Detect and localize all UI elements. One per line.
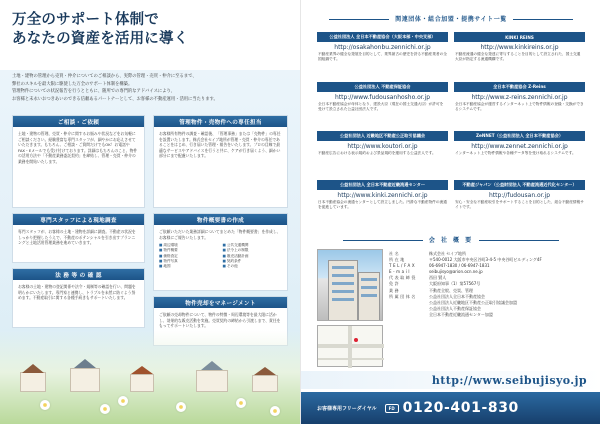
org-url-link[interactable]: http://www.z-reins.zennichi.or.jp bbox=[471, 94, 568, 101]
intro-line: 土地・建物の管理から売買・仲介についてのご相談から、実際の管理・売買・仲介に至るまで、 bbox=[12, 74, 197, 79]
house-icon bbox=[252, 375, 278, 392]
intro-line: お客様と末永いおつきあいのできる信頼あるパートナーとして、お客様の不動産運用・活用に当たります。 bbox=[12, 96, 218, 102]
org-name: KINKI REINS bbox=[454, 32, 585, 42]
org-url-link[interactable]: http://osakahonbu.zennichi.or.jp bbox=[334, 44, 431, 51]
checklist-item: ■ 販売活動計画 bbox=[223, 254, 283, 259]
org-desc: 全日本不動産協会が母体となり、建設大臣（現在の国土交通大臣）が許可を受けて設立された公益社団法人です。 bbox=[318, 102, 444, 112]
checklist-item: ■ 公共交通機関 bbox=[223, 243, 283, 248]
company-info-table bbox=[389, 251, 594, 318]
plan-body bbox=[154, 225, 287, 274]
info-value: 〒540-0012 大阪市中央区谷町3-4-5 中央谷町ビルディング4F bbox=[429, 257, 542, 263]
checklist-item: ■ 価格査定 bbox=[159, 254, 219, 259]
org-name: 不動産ジャパン（公益財団法人 不動産流通近代化センター） bbox=[454, 180, 585, 190]
checklist-item: ■ 契約条件 bbox=[223, 259, 283, 264]
free-dial-icon: FD bbox=[385, 404, 399, 413]
info-key: 業務 bbox=[389, 287, 401, 293]
org-desc: 不動産業界の健全な発展を目的として、業界最古の歴史を誇る不動産業者の全国組織です。 bbox=[318, 52, 447, 62]
flower-icon bbox=[118, 396, 128, 406]
manage-body: ご依頼の売却物件について、物件の特徴・周辺環境等を最大限に活かし、効果的な販売活動を実施。売買契約の締結から引渡しまで、責任をもってサポートいたします。 bbox=[159, 312, 281, 329]
flower-icon bbox=[100, 404, 110, 414]
roof-icon bbox=[201, 361, 223, 370]
org-desc: 不動産広告における表示規約および景品規約を運用する公益法人です。 bbox=[318, 151, 436, 155]
info-key: 代表取締役 bbox=[389, 275, 417, 281]
flower-icon bbox=[270, 406, 280, 416]
house-icon bbox=[130, 374, 154, 392]
intro-line: 弊社のスキルを最大限に駆使した万全のサポート体制を構築。 bbox=[12, 81, 133, 87]
legal-box bbox=[12, 268, 145, 328]
info-value: 株式会社 セイブ地所 bbox=[429, 251, 467, 256]
office-building-photo bbox=[317, 249, 383, 321]
org-desc: 安心・安全な不動産取引をサポートすることを目的とした、総合不動産情報サイトです。 bbox=[455, 200, 584, 210]
org-card bbox=[317, 180, 448, 211]
staff-box bbox=[12, 213, 145, 263]
manage-title: 物件売却をマネージメント bbox=[154, 297, 287, 308]
org-name: 全日本不動産協会 Z-Reins bbox=[454, 82, 585, 92]
flower-icon bbox=[236, 398, 246, 408]
org-name: 公益社団法人 全日本不動産近畿流通センター bbox=[317, 180, 448, 190]
org-card bbox=[454, 180, 585, 211]
plan-title: 物件概要書の作成 bbox=[154, 214, 287, 225]
org-desc: 日本不動産協会の流通センターとして設立しました。円滑な不動産物件の流通を促進しています。 bbox=[318, 200, 447, 210]
house-icon bbox=[70, 368, 100, 392]
org-card bbox=[317, 131, 448, 156]
info-key: TEL/FAX bbox=[389, 263, 417, 269]
org-url-link[interactable]: http://fudousan.or.jp bbox=[488, 192, 551, 199]
info-value: 不動産全般、売買、管理 bbox=[429, 287, 473, 293]
town-scenery-image bbox=[0, 330, 300, 424]
flower-icon bbox=[176, 402, 186, 412]
roof-icon bbox=[131, 366, 153, 374]
org-url-link[interactable]: http://www.kinki.zennichi.or.jp bbox=[337, 192, 428, 199]
info-value: 公益社団法人不動産保証協会 bbox=[429, 305, 481, 311]
checklist-item: ■ 物件概要 bbox=[159, 248, 219, 253]
right-page bbox=[300, 0, 600, 424]
checklist-item: ■ 地図 bbox=[159, 264, 219, 269]
headline-line-1: 万全のサポート体制で bbox=[12, 11, 159, 28]
org-name: 公益社団法人 全日本不動産協会（大阪本部・中央支部） bbox=[317, 32, 448, 42]
website-link[interactable]: http://www.seibujisyo.jp bbox=[431, 373, 587, 387]
info-value: 公益社団法人近畿地区不動産公正取引協議会加盟 bbox=[429, 299, 517, 305]
roof-icon bbox=[254, 367, 276, 375]
org-url-link[interactable]: http://www.fudousanhosho.or.jp bbox=[334, 94, 431, 101]
access-map bbox=[317, 325, 383, 367]
consult-box bbox=[12, 115, 145, 208]
info-value: 西田 賢人 bbox=[429, 275, 447, 281]
info-key: E-mail bbox=[389, 269, 412, 275]
org-card bbox=[317, 32, 448, 63]
info-value: 全日本不動産近畿流通センター加盟 bbox=[429, 311, 493, 317]
roof-icon bbox=[22, 364, 44, 373]
org-name: 公益社団法人 不動産保証協会 bbox=[317, 82, 448, 92]
staff-body: 専門スタッフが、お客様の土地・建物を詳細に調査。不動産の状況をしっかり把握したうえで、不動産のポテンシャルを引き出すプランニングと土地活用管理業務を進めていきます。 bbox=[18, 229, 136, 246]
org-card bbox=[454, 32, 585, 63]
info-key: 所在地 bbox=[389, 257, 406, 263]
page-headline bbox=[12, 10, 292, 48]
staff-title: 専門スタッフによる現地調査 bbox=[13, 214, 144, 225]
legal-title: 法 務 等 の 確 認 bbox=[13, 269, 144, 280]
consult-title: ご相談・ご依頼 bbox=[13, 116, 144, 127]
survey-title: 管理物件・売物件への専任担当 bbox=[154, 116, 287, 127]
plan-text: ご依頼いただいた業務詳細についてまとめた「物件概要書」を作成し、お客様にご報告いたします。 bbox=[159, 229, 281, 240]
plan-box bbox=[153, 213, 288, 291]
house-icon bbox=[196, 370, 228, 392]
info-row bbox=[389, 312, 594, 318]
checklist-item: ■ 法令上の制限 bbox=[223, 248, 283, 253]
email-link[interactable]: seibujisyo@arion.ocn.ne.jp bbox=[429, 269, 483, 275]
info-value: 公益社団法人全日本不動産協会 bbox=[429, 293, 485, 299]
toll-free-number[interactable]: 0120-401-830 bbox=[402, 400, 519, 416]
org-card bbox=[454, 82, 585, 113]
survey-box bbox=[153, 115, 288, 208]
consult-body: 土地・建物の管理、売買・仲介に関するお悩みや状況などをお気軽にご相談ください。経験豊富な専門スタッフが、細やかにお応えさせていただきます。もちろん、ご相談・ご質問だけでもOK！お電話やFAX・Eメールでも受け付けております。詳細はもちろんのこと、物件の活用方法や「不動産業務委託契約」を締結し、管理・売買・仲介の業務を開始いたします。 bbox=[18, 131, 138, 164]
map-pin-icon bbox=[354, 338, 358, 342]
toll-free-bar bbox=[301, 392, 600, 424]
headline-line-2: あなたの資産を活用に導く bbox=[12, 30, 189, 47]
org-name: ZeNNET（公益社団法人 全日本不動産協会） bbox=[454, 131, 585, 141]
info-value: 大阪府知事（1）第57567号 bbox=[429, 281, 481, 287]
intro-line: 管理物件についての状況報告を行うとともに、随所での専門的なアドバイスにより、 bbox=[12, 89, 176, 95]
org-url-link[interactable]: http://www.koutori.or.jp bbox=[347, 143, 418, 150]
info-value: 06-6947-1830 / 06-6947-1831 bbox=[429, 263, 490, 269]
org-desc: 不動産流通の健全な発達に寄与することを目的として設立された、国土交通大臣が指定する流通機構です。 bbox=[455, 52, 581, 62]
survey-body: お客様所有物件の調査・確認後、「管理事務」または「売物件」の専任を設置いたします。株式会社セイブ地所が管理・売買・仲介の専任であることをはじめ、行き届いた管理・報告をいたします。プロの目線で最適なサービスやアドバイスを行うと共に、ケアが行き届くよう、細かい部分にまで配慮いたします。 bbox=[159, 131, 281, 159]
info-key: 所属団体名 bbox=[389, 293, 417, 299]
info-key bbox=[389, 312, 429, 318]
company-profile-title: 会 社 概 要 bbox=[301, 235, 600, 244]
info-key: 社名 bbox=[389, 251, 401, 256]
org-desc: 全日本不動産協会が運営するインターネット上で物件情報の登録・交換ができるシステムです。 bbox=[455, 102, 584, 112]
flower-icon bbox=[40, 400, 50, 410]
org-desc: インターネット上で物件情報や各種データ等を受け取れるシステムです。 bbox=[455, 151, 576, 155]
legal-body: お客様の土地・建物の登記関係や法令・規制等の確認を行い、問題を明らかにいたします。専門家と連携し、トラブルを未然に防ぐよう努めます。不動産取引に関する各種手続きもサポートいたします。 bbox=[18, 284, 136, 301]
checklist-item: ■ その他 bbox=[223, 264, 283, 269]
related-sites-title: 関連団体・組合加盟・提携サイト一覧 bbox=[301, 14, 600, 23]
org-url-link[interactable]: http://www.zennet.zennichi.or.jp bbox=[471, 143, 568, 150]
roof-icon bbox=[74, 359, 96, 368]
checklist-item: ■ 物件写真 bbox=[159, 259, 219, 264]
plan-checklist bbox=[159, 243, 282, 269]
info-key: 免許 bbox=[389, 281, 401, 287]
org-card bbox=[454, 131, 585, 156]
toll-free-label: お客様専用フリーダイヤル bbox=[317, 405, 377, 412]
org-card bbox=[317, 82, 448, 113]
house-icon bbox=[20, 372, 46, 392]
intro-text bbox=[12, 74, 284, 104]
org-name: 公益社団法人 近畿地区不動産公正取引協議会 bbox=[317, 131, 448, 141]
website-url-bar bbox=[301, 371, 600, 389]
org-url-link[interactable]: http://www.kinkireins.or.jp bbox=[480, 44, 559, 51]
checklist-item: ■ 周辺環境 bbox=[159, 243, 219, 248]
